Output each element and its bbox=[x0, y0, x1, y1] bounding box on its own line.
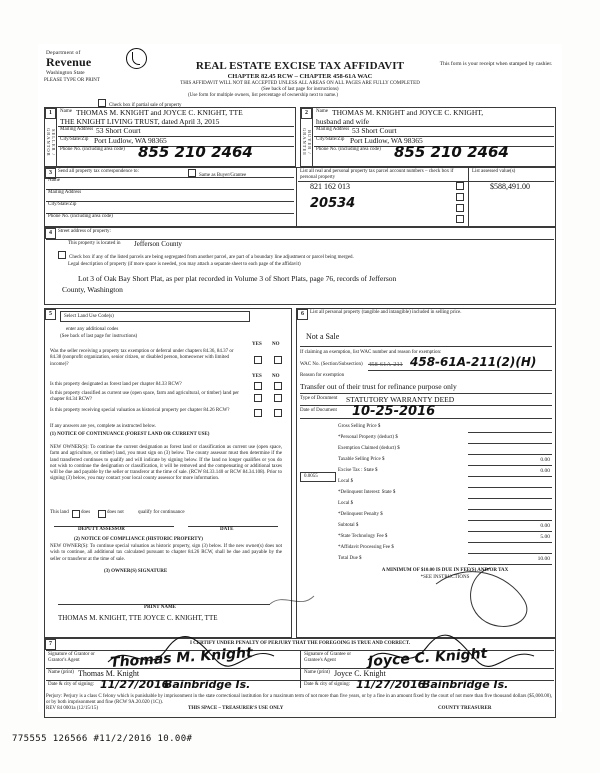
doc-type-value: STATUTORY WARRANTY DEED bbox=[346, 395, 455, 404]
print-name-label: PRINT NAME bbox=[144, 605, 176, 610]
seller-mailing-label: Mailing Address bbox=[60, 127, 94, 132]
section-6-number: 6 bbox=[297, 309, 308, 320]
notice-continuance-body: NEW OWNER(S): To continue the current designation as forest land or classification as current use (open space, farm and agriculture, or timber) land, you must sign on (3) below. The county assessor must then determine if the land transferred continues to qualify and will indicate by signing below. If the land no longer qualifies or you do not wish to continue the designation or classification, it will be removed and the compensating or additional taxes will be due and payable by the seller or transferor at the time of sale. (RCW 84.33.140 or RCW 84.34.108). Prior to signing (3) below, you may contact your local county assessor for more information. bbox=[50, 445, 282, 482]
tax-row-label: Excise Tax : State $ bbox=[338, 468, 378, 473]
tax-row-rule bbox=[468, 443, 552, 444]
minimum-due-note: A MINIMUM OF $10.00 IS DUE IN FEE(S) AND/OR TAX bbox=[381, 568, 509, 573]
tax-row-label: Local $ bbox=[338, 479, 354, 484]
does-checkbox[interactable] bbox=[72, 510, 80, 518]
segregation-label: Check box if any of the listed parcels are being segregated from another parcel, are part of a boundary line adjustment or parcel being merged. bbox=[69, 255, 354, 260]
tax-row-label: Subtotal $ bbox=[338, 523, 359, 528]
tax-row-rule bbox=[468, 520, 552, 521]
s4-rule-1 bbox=[46, 239, 554, 240]
form-title: REAL ESTATE EXCISE TAX AFFIDAVIT bbox=[195, 60, 405, 72]
tax-row-value: 0.00 bbox=[540, 522, 550, 529]
printed-names: THOMAS M. KNIGHT, TTE JOYCE C. KNIGHT, TTE bbox=[58, 614, 218, 622]
q4-no-checkbox[interactable] bbox=[274, 409, 282, 417]
yes-header-2: YES bbox=[252, 374, 262, 379]
q2-no-checkbox[interactable] bbox=[274, 382, 282, 390]
yes-header: YES bbox=[252, 342, 262, 347]
personal-property-checkbox-4[interactable] bbox=[456, 215, 464, 223]
s3-rule-1 bbox=[46, 177, 294, 178]
tax-row-rule bbox=[468, 465, 552, 466]
reason-value: Transfer out of their trust for refinance purpose only bbox=[300, 382, 457, 391]
dept-line2: Revenue bbox=[46, 55, 92, 70]
tax-row-label: Exemption Claimed (deduct) $ bbox=[338, 446, 400, 451]
parcel-2-value: 20534 bbox=[310, 196, 356, 211]
grantee-date-city-label: Date & city of signing: bbox=[304, 682, 351, 687]
receipt-note: This form is your receipt when stamped by cashier. bbox=[439, 61, 553, 67]
q2-yes-checkbox[interactable] bbox=[254, 382, 262, 390]
partial-sale-label: Check box if partial sale of property bbox=[109, 103, 182, 108]
tax-row-rule bbox=[468, 531, 552, 532]
corr-name-label: Name bbox=[48, 178, 60, 183]
s3-rule-3 bbox=[46, 201, 294, 202]
question-4: Is this property receiving special valuation as historical property per chapter 84.26 RCW? bbox=[50, 408, 230, 413]
buyer-mailing-value: 53 Short Court bbox=[352, 126, 397, 135]
buyer-name-value: THOMAS M. KNIGHT and JOYCE C. KNIGHT, bbox=[332, 108, 484, 117]
grantee-signature-label: Signature of Grantee or Grantee's Agent bbox=[304, 652, 352, 664]
certify-statement: I CERTIFY UNDER PENALTY OF PERJURY THAT THE FOREGOING IS TRUE AND CORRECT. bbox=[189, 641, 410, 646]
qualify-label: qualify for continuance bbox=[138, 510, 185, 515]
seller-side-divider bbox=[56, 107, 57, 167]
seller-name-label: Name bbox=[60, 109, 72, 114]
does-not-label: does not bbox=[107, 510, 124, 515]
q4-yes-checkbox[interactable] bbox=[254, 409, 262, 417]
only-legal-note: (Use form for multiple owners, list percentage of ownership next to name.) bbox=[188, 93, 339, 98]
scanner-stamp: 775555 126566 #11/2/2016 10.00# bbox=[12, 734, 193, 744]
question-3: Is this property classified as current use (open space, farm and agricultural, or timber) land per chapter 84.34 RCW? bbox=[50, 391, 239, 403]
section-7-number: 7 bbox=[45, 639, 56, 650]
personal-property-label: List all personal property (tangible and intangible) included in selling price. bbox=[310, 310, 462, 315]
street-address-label: Street address of property: bbox=[58, 229, 111, 234]
s6-rule-1 bbox=[300, 346, 552, 347]
dept-line3: Washington State bbox=[46, 70, 85, 77]
tax-row-rule bbox=[468, 487, 552, 488]
notice-continuance-head: (1) NOTICE OF CONTINUANCE (FOREST LAND OR CURRENT USE) bbox=[50, 432, 210, 437]
form-sub3: (See back of last page for instructions) bbox=[261, 87, 339, 92]
seller-side-label: SELLER / GRANTOR bbox=[46, 127, 56, 157]
s6-rule-2 bbox=[368, 370, 552, 371]
wac-label: WAC No. (Section/Subsection) bbox=[300, 362, 363, 367]
s7-divider bbox=[300, 650, 301, 688]
q1-no-checkbox[interactable] bbox=[274, 356, 282, 364]
see-instructions-note: *SEE INSTRUCTIONS bbox=[420, 575, 470, 580]
grantor-signature: Thomas M. Knight bbox=[109, 645, 254, 671]
tax-row-rule bbox=[468, 498, 552, 499]
seller-name-value2: THE KNIGHT LIVING TRUST, dated April 3, 2015 bbox=[60, 117, 220, 126]
legal-hint: Legal description of property (if more space is needed, you may attach a separate sheet to each page of the affidavit) bbox=[68, 262, 301, 267]
buyer-city-value: Port Ludlow, WA 98365 bbox=[350, 136, 423, 145]
located-in-label: This property is located in bbox=[68, 241, 121, 246]
affidavit-form bbox=[38, 44, 562, 712]
q3-yes-checkbox[interactable] bbox=[254, 394, 262, 402]
tax-row-label: *State Technology Fee $ bbox=[338, 534, 388, 539]
q1-yes-checkbox[interactable] bbox=[254, 356, 262, 364]
seller-name-value: THOMAS M. KNIGHT and JOYCE C. KNIGHT, TTE bbox=[76, 108, 243, 117]
personal-property-checkbox-1[interactable] bbox=[456, 182, 464, 190]
seller-city-label: City/State/Zip bbox=[60, 137, 89, 142]
buyer-side-label: BUYER / GRANTEE bbox=[302, 128, 312, 156]
legal-line-1: Lot 3 of Oak Bay Short Plat, as per plat recorded in Volume 3 of Short Plats, page 76, records of Jefferson bbox=[78, 274, 397, 283]
tax-row-rule bbox=[468, 432, 552, 433]
tax-row-rule bbox=[468, 553, 552, 554]
does-label: does bbox=[81, 510, 91, 515]
notice-compliance-head: (2) NOTICE OF COMPLIANCE (HISTORIC PROPERTY) bbox=[74, 537, 203, 542]
legal-line-2: County, Washington bbox=[62, 285, 123, 294]
section3-divider2 bbox=[468, 167, 469, 227]
s3-rule-2 bbox=[46, 189, 294, 190]
does-not-checkbox[interactable] bbox=[98, 510, 106, 518]
tax-row-rule bbox=[468, 542, 552, 543]
tax-row-value: 10.00 bbox=[537, 555, 550, 562]
tax-row-value: 0.00 bbox=[540, 467, 550, 474]
wac-value: 458-61A-211(2)(H) bbox=[410, 355, 537, 369]
treasurer-use-label: THIS SPACE – TREASURER'S USE ONLY bbox=[188, 706, 284, 711]
question-2: Is this property designated as forest land per chapter 84.33 RCW? bbox=[50, 382, 182, 387]
personal-property-checkbox-3[interactable] bbox=[456, 204, 464, 212]
buyer-name-label: Name bbox=[316, 109, 328, 114]
buyer-name-value2: husband and wife bbox=[316, 117, 369, 126]
doc-type-label: Type of Document bbox=[300, 396, 338, 401]
grantee-city: Bainbridge Is. bbox=[422, 678, 509, 691]
tax-row-label: Total Due $ bbox=[338, 556, 362, 561]
perjury-note: Perjury: Perjury is a class C felony which is punishable by imprisonment in the state correctional institution for a maximum term of not more than five years, or by a fine in an amount fixed by the court of not more than five thousand dollars ($5,000.00), or by both imprisonment and fine (RCW 9A.20.020 (1C)). bbox=[46, 694, 553, 706]
form-subtitle: CHAPTER 82.45 RCW – CHAPTER 458-61A WAC bbox=[227, 73, 373, 80]
grantor-date-city-label: Date & city of signing: bbox=[48, 682, 95, 687]
s6-rule-5 bbox=[300, 418, 552, 419]
section-1-number: 1 bbox=[45, 108, 56, 119]
assessed-header: List assessed value(s) bbox=[472, 169, 516, 174]
wac-printed: 458-61A-211 bbox=[368, 361, 403, 368]
segregation-checkbox[interactable] bbox=[58, 251, 66, 259]
please-type-label: PLEASE TYPE OR PRINT bbox=[44, 78, 100, 83]
parcel-header: List all real and personal property tax parcel account numbers – check box if personal property bbox=[300, 169, 454, 181]
buyer-phone-value: 855 210 2464 bbox=[394, 143, 509, 161]
seller-phone-value: 855 210 2464 bbox=[138, 143, 253, 161]
rate-value: 0.0055 bbox=[304, 474, 318, 479]
if-any-answers: If any answers are yes, complete as instructed below. bbox=[50, 424, 157, 429]
exemption-claim-label: If claiming an exemption, list WAC number and reason for exemption: bbox=[300, 350, 442, 355]
grantor-city: Bainbridge Is. bbox=[164, 678, 251, 691]
seller-mailing-value: 53 Short Court bbox=[96, 126, 141, 135]
no-header: NO bbox=[272, 342, 280, 347]
section-4-number: 4 bbox=[45, 228, 56, 239]
tax-row-rule bbox=[468, 564, 552, 565]
dept-line1: Department of bbox=[46, 50, 81, 56]
grantee-signature: Joyce C. Knight bbox=[367, 645, 488, 671]
personal-property-value: Not a Sale bbox=[306, 332, 340, 341]
partial-sale-checkbox[interactable] bbox=[98, 99, 106, 107]
deputy-date-label: DATE bbox=[220, 527, 234, 532]
buyer-phone-label: Phone No. (including area code) bbox=[316, 147, 381, 152]
corr-city-label: City/State/Zip bbox=[48, 202, 77, 207]
tax-row-label: *Personal Property (deduct) $ bbox=[338, 435, 398, 440]
assessed-1-value: $588,491.00 bbox=[490, 182, 530, 191]
buyer-mailing-label: Mailing Address bbox=[316, 127, 350, 132]
same-as-buyer-checkbox[interactable] bbox=[188, 169, 196, 177]
form-sub2: THIS AFFIDAVIT WILL NOT BE ACCEPTED UNLESS ALL AREAS ON ALL PAGES ARE FULLY COMPLETED bbox=[180, 81, 420, 86]
grantee-date: 11/27/2016 bbox=[356, 678, 426, 691]
section-2-number: 2 bbox=[301, 108, 312, 119]
tax-row-value: 5.00 bbox=[540, 533, 550, 540]
grantor-signature-label: Signature of Grantor or Grantor's Agent bbox=[48, 652, 95, 664]
land-use-code-label: Select Land Use Code(s) bbox=[64, 314, 114, 319]
owner-signature-head: (3) OWNER(S) SIGNATURE bbox=[104, 569, 168, 574]
tax-row-label: *Delinquent Interest: State $ bbox=[338, 490, 396, 495]
buyer-city-label: City/State/Zip bbox=[316, 137, 345, 142]
tax-row-label: *Affidavit Processing Fee $ bbox=[338, 545, 394, 550]
tax-row-label: Gross Selling Price $ bbox=[338, 424, 381, 429]
no-header-2: NO bbox=[272, 374, 280, 379]
question-1: Was the seller receiving a property tax exemption or deferral under chapters 84.36, 84.37 or 84.38 (nonprofit organization, senior citizen, or disabled person, homeowner with limited income)? bbox=[50, 349, 234, 367]
rev-code: REV 84 0001a (12/15/15) bbox=[46, 706, 98, 711]
land-use-sub1: enter any additional codes bbox=[66, 327, 119, 332]
county-value: Jefferson County bbox=[134, 240, 182, 248]
personal-property-checkbox-2[interactable] bbox=[456, 193, 464, 201]
deputy-assessor-label: DEPUTY ASSESSOR bbox=[78, 527, 125, 532]
corr-phone-label: Phone No. (including area code) bbox=[48, 214, 113, 219]
section-3-number: 3 bbox=[45, 168, 56, 179]
tax-row-rule bbox=[468, 509, 552, 510]
correspondence-label: Send all property tax correspondence to: bbox=[58, 169, 139, 174]
corr-address-label: Mailing Address bbox=[48, 190, 82, 195]
doc-date-value: 10-25-2016 bbox=[352, 404, 436, 419]
grantor-name-print: Thomas M. Knight bbox=[78, 669, 140, 678]
tax-row-label: Taxable Selling Price $ bbox=[338, 457, 385, 462]
q3-no-checkbox[interactable] bbox=[274, 394, 282, 402]
tax-row-value: 0.00 bbox=[540, 456, 550, 463]
buyer-side-divider bbox=[312, 107, 313, 167]
section3-divider bbox=[296, 167, 297, 227]
grantee-name-print: Joyce C. Knight bbox=[334, 669, 386, 678]
this-land-label: This land bbox=[50, 510, 69, 515]
grantee-name-print-label: Name (print) bbox=[304, 670, 330, 675]
seller-rule-1 bbox=[58, 126, 294, 127]
tax-row-label: *Delinquent Penalty $ bbox=[338, 512, 383, 517]
parcel-1-value: 821 162 013 bbox=[310, 182, 350, 191]
notice-compliance-body: NEW OWNER(S): To continue special valuation as historic property, sign (3) below. If the new owner(s) does not wish to continue, all additional tax calculated pursuant to chapter 84.26 RCW, shall be due and payable by the seller or transferor at the time of sale. bbox=[50, 544, 282, 562]
county-treasurer-label: COUNTY TREASURER bbox=[438, 706, 492, 711]
reason-label: Reason for exemption bbox=[300, 373, 345, 378]
grantor-date: 11/27/2016 bbox=[100, 678, 170, 691]
tax-row-rule bbox=[468, 476, 552, 477]
doc-date-label: Date of Document bbox=[300, 408, 337, 413]
seller-city-value: Port Ludlow, WA 98365 bbox=[94, 136, 167, 145]
seller-phone-label: Phone No. (including area code) bbox=[60, 147, 125, 152]
tax-row-rule bbox=[468, 454, 552, 455]
section-5-number: 5 bbox=[45, 309, 56, 320]
tax-row-label: Local $ bbox=[338, 501, 354, 506]
grantor-name-print-label: Name (print) bbox=[48, 670, 74, 675]
buyer-rule-1 bbox=[314, 126, 554, 127]
segregation-hint[interactable] bbox=[58, 251, 528, 261]
land-use-sub2: (See back of last page for instructions) bbox=[60, 334, 138, 339]
s6-rule-3 bbox=[300, 393, 552, 394]
same-as-buyer-label: Same as Buyer/Grantee bbox=[199, 173, 247, 178]
